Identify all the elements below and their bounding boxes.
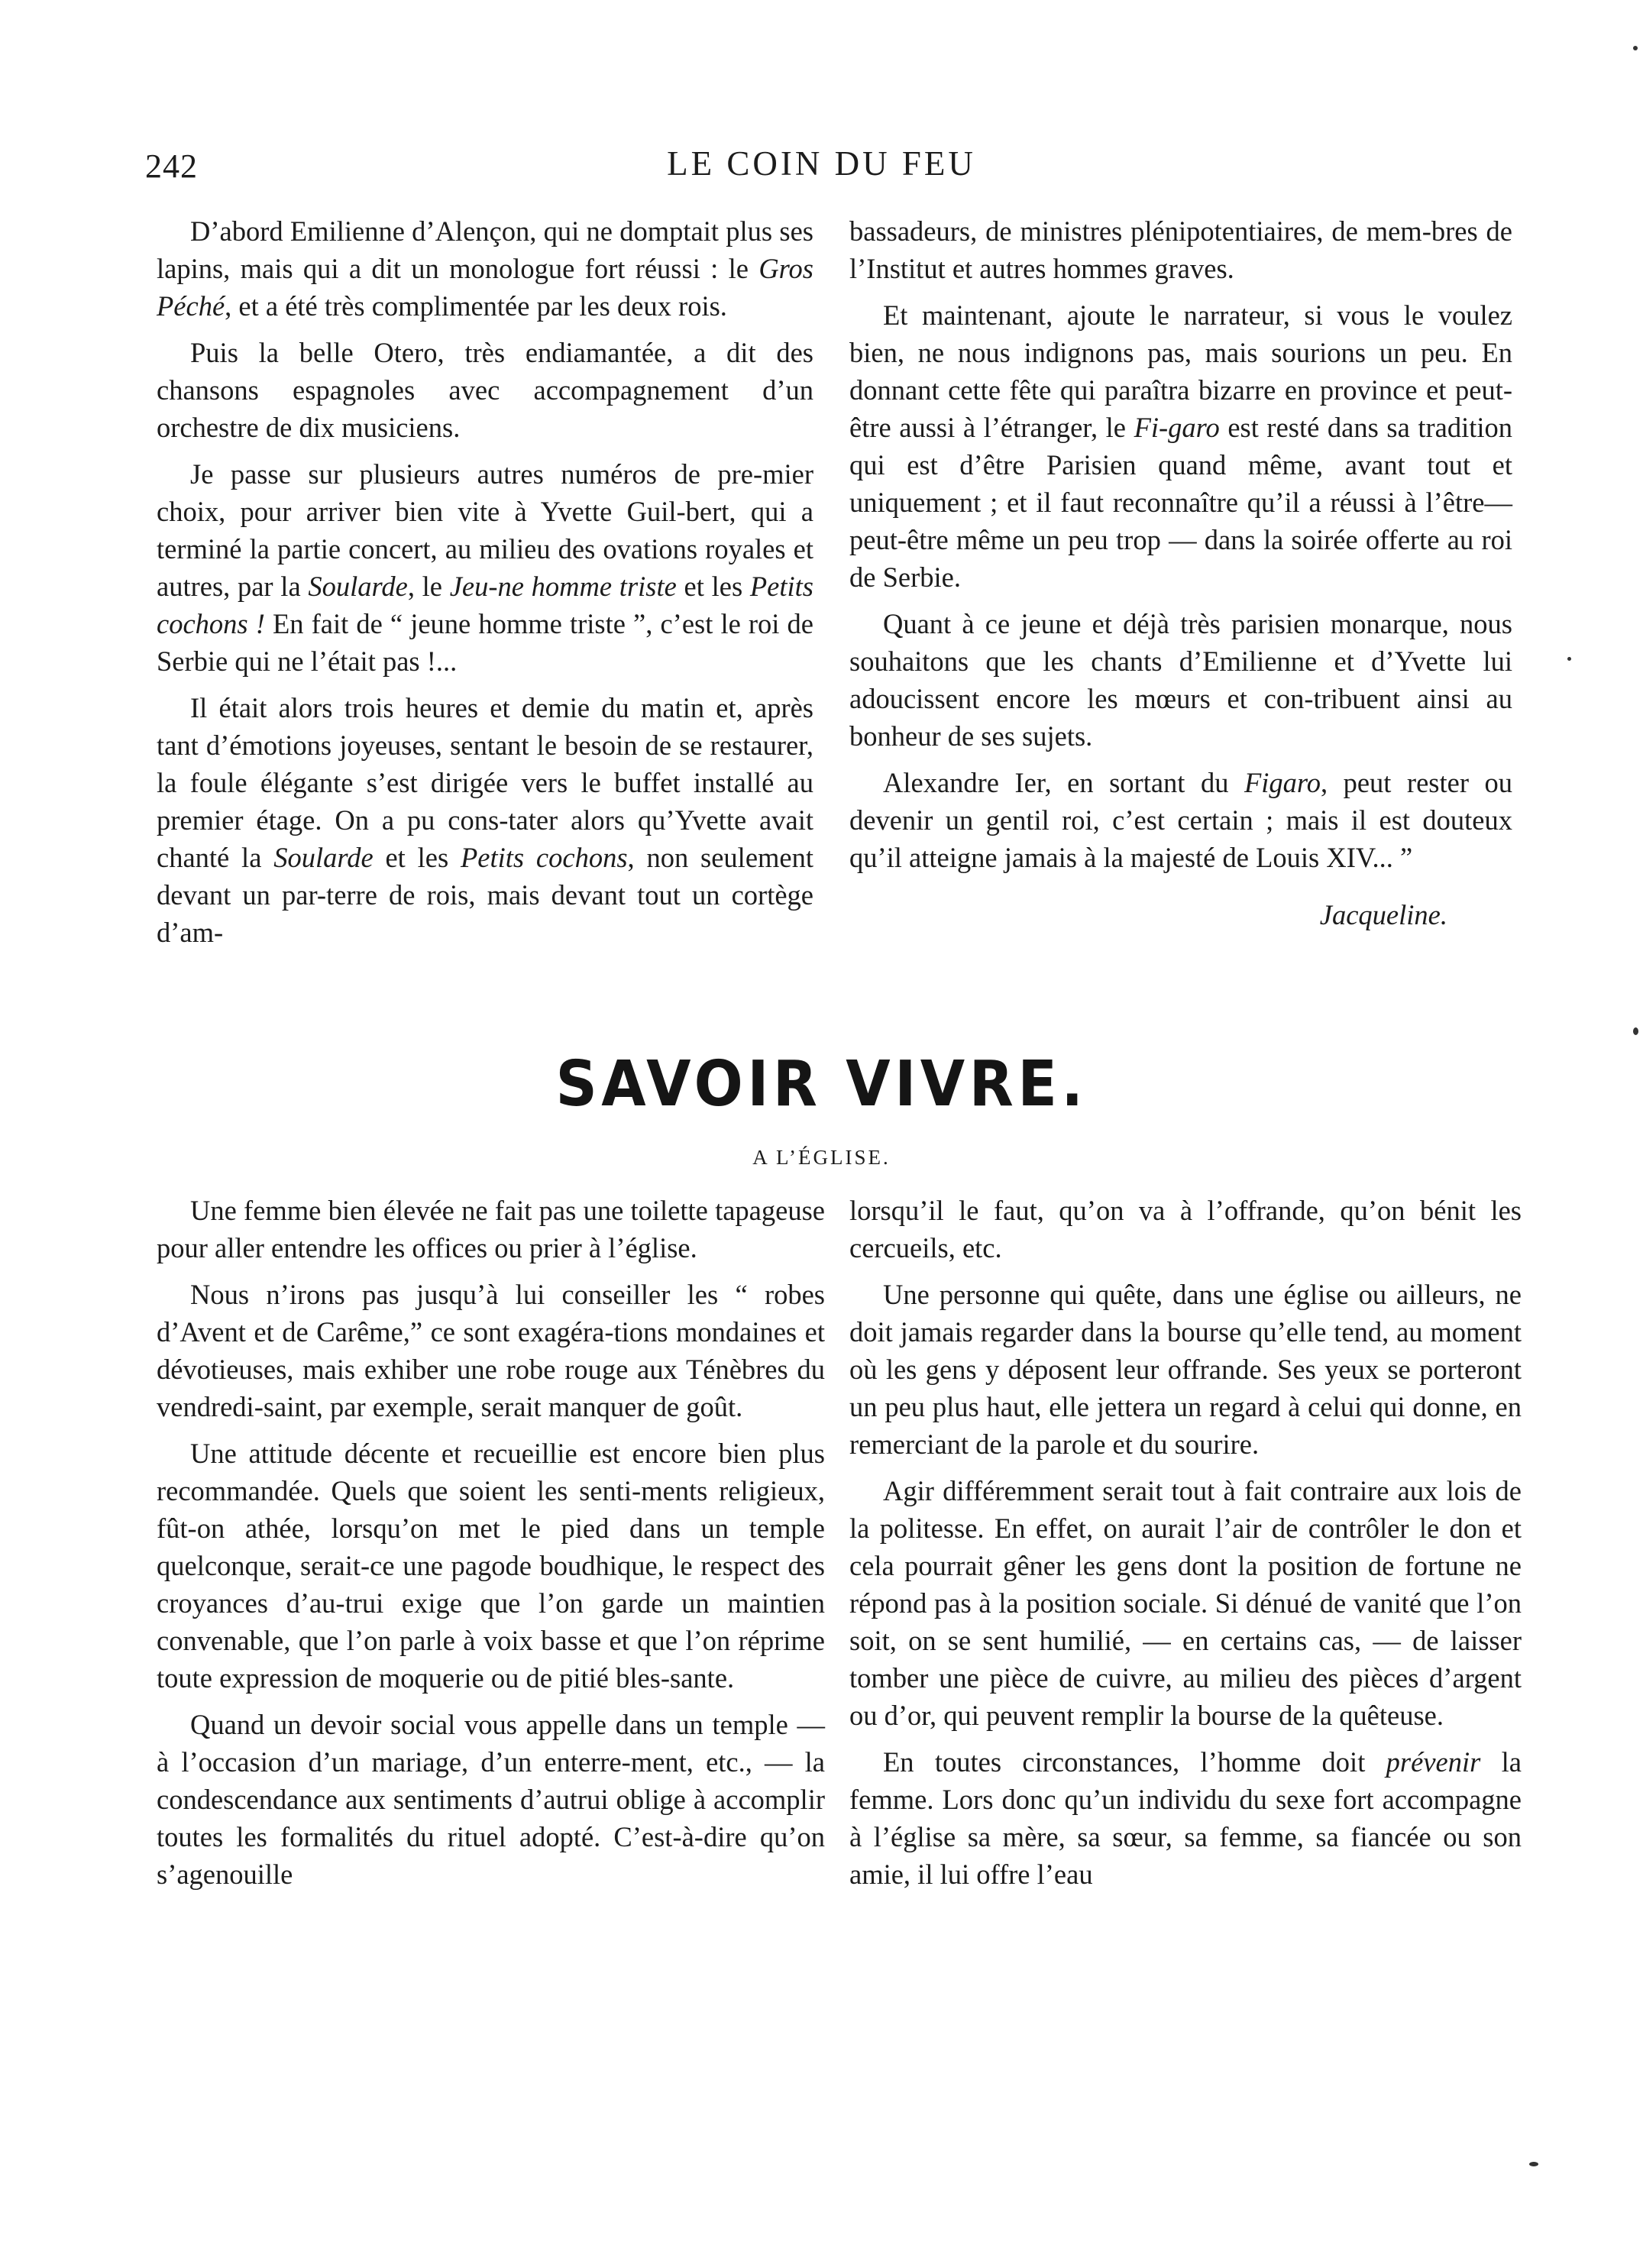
italic-run: Figaro bbox=[1244, 767, 1321, 798]
paragraph bbox=[157, 1192, 825, 1267]
text-run: Et maintenant, ajoute le narrateur, si vous le voulez bien, ne nous indignons pas, mais sourions un peu. En donnant cette fête qui paraîtra bizarre en province et peut-être aussi à l’étranger, le bbox=[849, 299, 1512, 443]
text-run: lorsqu’il le faut, qu’on va à l’offrande, qu’on bénit les cercueils, etc. bbox=[849, 1195, 1522, 1263]
text-run: En fait de “ jeune homme triste ”, c’est le roi de Serbie qui ne l’était pas !... bbox=[157, 608, 814, 677]
text-run: la femme. Lors donc qu’un individu du sexe fort accompagne à l’église sa mère, sa sœur, sa femme, sa fiancée ou son amie, il lui offre l’eau bbox=[849, 1746, 1522, 1890]
scan-speck bbox=[1633, 1027, 1638, 1035]
text-run: D’abord Emilienne d’Alençon, qui ne domptait plus ses lapins, mais qui a dit un monologue fort réussi : le bbox=[157, 215, 813, 284]
text-run: Je passe sur plusieurs autres numéros de pre-mier choix, pour arriver bien vite à Yvette Guil-bert, qui a terminé la partie concert, au milieu des ovations royales et autres, par la bbox=[157, 458, 813, 602]
text-run: Puis la belle Otero, très endiamantée, a dit des chansons espagnoles avec accompagnement d’un orchestre de dix musiciens. bbox=[157, 337, 813, 443]
article-top-right-column bbox=[849, 212, 1512, 943]
paragraph bbox=[849, 296, 1512, 596]
text-run: Une attitude décente et recueillie est encore bien plus recommandée. Quels que soient les senti-ments religieux, fût-on athée, lorsqu’on met le pied dans un temple quelconque, serait-ce une pagode boudhique, le respect des croyances d’au-trui exige que l’on garde un maintien convenable, que l’on parle à voix basse et que l’on réprime toute expression de moquerie ou de pitié bles-sante. bbox=[157, 1438, 825, 1694]
text-run: , et a été très complimentée par les deux rois. bbox=[225, 290, 727, 322]
paragraph bbox=[157, 1276, 825, 1425]
text-run: Nous n’irons pas jusqu’à lui conseiller les “ robes d’Avent et de Carême,” ce sont exagéra-tions mondaines et dévotieuses, mais exhiber une robe rouge aux Ténèbres du vendredi-saint, par exemple, serait manquer de goût. bbox=[157, 1279, 825, 1422]
scan-speck bbox=[1633, 46, 1638, 50]
paragraph bbox=[849, 1743, 1522, 1893]
text-run: Une femme bien élevée ne fait pas une toilette tapageuse pour aller entendre les offices ou prier à l’église. bbox=[157, 1195, 825, 1263]
text-run: , non seulement devant un par-terre de rois, mais devant tout un cortège d’am- bbox=[157, 842, 814, 948]
running-title: LE COIN DU FEU bbox=[667, 144, 976, 183]
text-run: Il était alors trois heures et demie du matin et, après tant d’émotions joyeuses, sentant le besoin de se restaurer, la foule élégante s’est dirigée vers le buffet installé au premier étage. On a pu cons-tater alors qu’Yvette avait chanté la bbox=[157, 692, 813, 873]
author-signature: Jacqueline. bbox=[1319, 899, 1447, 930]
paragraph bbox=[849, 605, 1512, 755]
italic-run: Petits cochons ! bbox=[157, 571, 813, 639]
paragraph bbox=[157, 1435, 825, 1697]
text-run: Quand un devoir social vous appelle dans un temple — à l’occasion d’un mariage, d’un enterre-ment, etc., — la condescendance aux sentiments d’autrui oblige à accomplir toutes les formalités du rituel adopté. C’est-à-dire qu’on s’agenouille bbox=[157, 1709, 825, 1890]
paragraph bbox=[849, 1276, 1522, 1463]
scan-speck bbox=[1567, 657, 1571, 661]
paragraph bbox=[157, 689, 813, 951]
italic-run: Soularde bbox=[308, 571, 408, 602]
paragraph bbox=[157, 212, 813, 325]
article-bottom-left-column bbox=[157, 1192, 825, 1902]
text-run: En toutes circonstances, l’homme doit bbox=[883, 1746, 1386, 1778]
text-run: bassadeurs, de ministres plénipotentiaires, de mem-bres de l’Institut et autres hommes graves. bbox=[849, 215, 1512, 284]
text-run: Quant à ce jeune et déjà très parisien monarque, nous souhaitons que les chants d’Emilienne et d’Yvette lui adoucissent encore les mœurs et con-tribuent ainsi au bonheur de ses sujets. bbox=[849, 608, 1512, 752]
italic-run: Fi-garo bbox=[1134, 412, 1220, 443]
italic-run: Gros Péché bbox=[157, 253, 813, 322]
text-run: Agir différemment serait tout à fait contraire aux lois de la politesse. En effet, on aurait l’air de contrôler le don et cela pourrait gêner les gens dont la position de fortune ne répond pas à la position sociale. Si dénué de vanité que l’on soit, on se sent humilié, — en certains cas, — de laisser tomber une pièce de cuivre, au milieu des pièces d’argent ou d’or, qui peuvent remplir la bourse de la quêteuse. bbox=[849, 1475, 1522, 1731]
text-run: et les bbox=[373, 842, 461, 873]
paragraph bbox=[157, 455, 813, 680]
scan-speck bbox=[1529, 2162, 1538, 2166]
paragraph bbox=[849, 212, 1512, 287]
paragraph bbox=[157, 1706, 825, 1893]
section-title: SAVOIR VIVRE. bbox=[555, 1048, 1088, 1121]
section-subtitle: A L’ÉGLISE. bbox=[752, 1146, 891, 1169]
paragraph bbox=[157, 334, 813, 446]
text-run: Une personne qui quête, dans une église ou ailleurs, ne doit jamais regarder dans la bourse qu’elle tend, au moment où les gens y déposent leur offrande. Ses yeux se porteront un peu plus haut, elle jettera un regard à celui qui donne, en remerciant de la parole et du sourire. bbox=[849, 1279, 1522, 1460]
italic-run: Jeu-ne homme triste bbox=[449, 571, 677, 602]
paragraph bbox=[849, 1472, 1522, 1734]
paragraph bbox=[849, 1192, 1522, 1267]
text-run: Alexandre Ier, en sortant du bbox=[883, 767, 1244, 798]
text-run: est resté dans sa tradition qui est d’être Parisien quand même, avant tout et uniquement ; et il faut reconnaître qu’il a réussi à l’être— peut-être même un peu trop — dans la soirée offerte au roi de Serbie. bbox=[849, 412, 1512, 593]
text-run: , peut rester ou devenir un gentil roi, c’est certain ; mais il est douteux qu’il atteigne jamais à la majesté de Louis XIV... ” bbox=[849, 767, 1512, 873]
italic-run: prévenir bbox=[1386, 1746, 1481, 1778]
text-run: et les bbox=[676, 571, 750, 602]
page-number: 242 bbox=[145, 147, 198, 185]
text-run: , le bbox=[407, 571, 450, 602]
article-top-left-column bbox=[157, 212, 813, 960]
italic-run: Soularde bbox=[273, 842, 374, 873]
article-bottom-right-column bbox=[849, 1192, 1522, 1902]
paragraph bbox=[849, 764, 1512, 876]
italic-run: Petits cochons bbox=[460, 842, 628, 873]
